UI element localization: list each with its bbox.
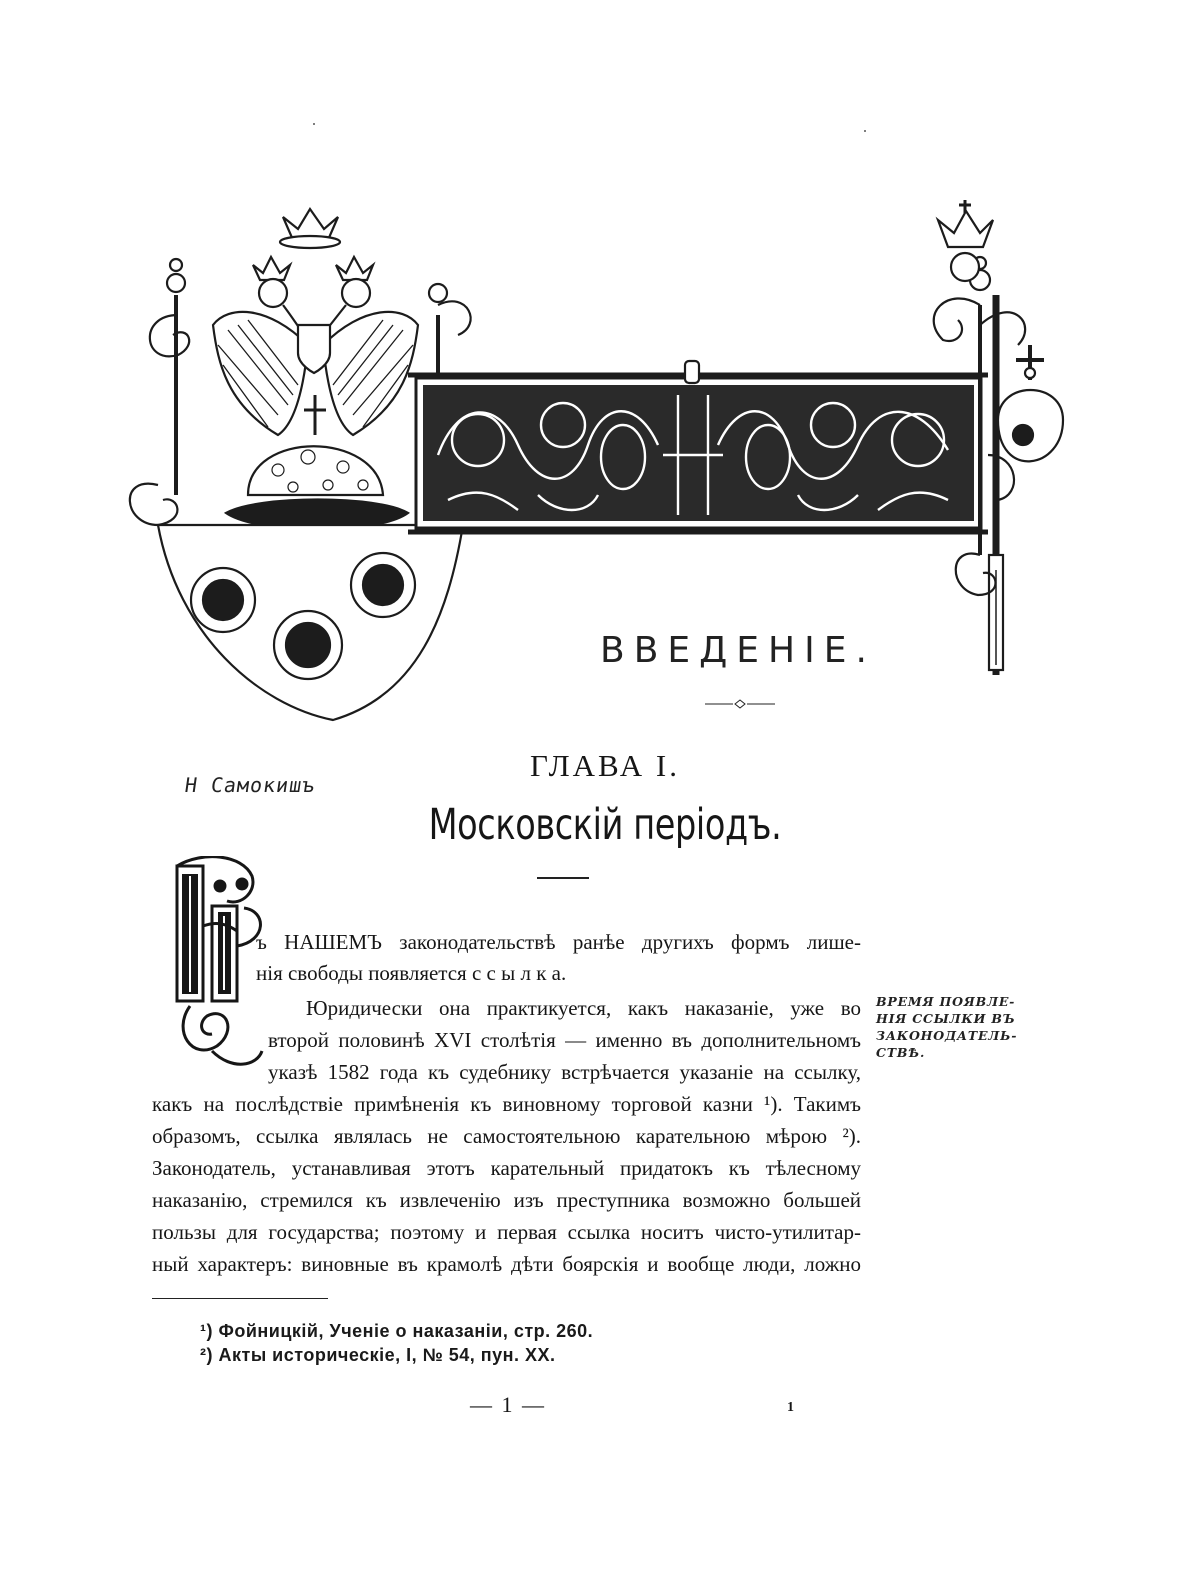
chapter-title: Московскій періодъ.	[428, 800, 782, 850]
text-line: указѣ 1582 года къ судебнику встрѣчается указаніе на ссылку,	[268, 1060, 861, 1084]
margin-note	[876, 993, 1026, 1061]
margin-note-line: НІЯ ССЫЛКИ ВЪ	[876, 1011, 1016, 1026]
text-line: ъ НАШЕМЪ законодательствѣ ранѣе другихъ формъ лише-	[256, 930, 861, 954]
signature-mark: 1	[787, 1400, 794, 1415]
text-line: Юридически она практикуется, какъ наказаніе, уже во	[306, 996, 861, 1020]
text-line: пользы для государства; поэтому и первая ссылка носитъ чисто-утилитар-	[152, 1220, 861, 1244]
footnote: ¹) Фойницкій, Ученіе о наказаніи, стр. 260.	[200, 1321, 594, 1341]
ornamental-headpiece	[118, 195, 1078, 735]
margin-note-line: ВРЕМЯ ПОЯВЛЕ-	[876, 994, 1016, 1009]
text-line: Законодатель, устанавливая этотъ карательный придатокъ къ тѣлесному	[152, 1156, 861, 1180]
text-line: второй половинѣ XVI столѣтія — именно въ дополнительномъ	[268, 1028, 861, 1052]
margin-note-line: ЗАКОНОДАТЕЛЬ-	[876, 1028, 1018, 1043]
artist-signature: Н Самокишъ	[183, 773, 318, 797]
text-line: ный характеръ: виновные въ крамолѣ дѣти боярскія и вообще люди, ложно	[152, 1252, 861, 1276]
stray-mark	[313, 123, 315, 125]
introduction-heading: ВВЕДЕНІЕ.	[600, 630, 876, 671]
text-line: нія свободы появляется с с ы л к а.	[256, 961, 567, 985]
chapter-number: ГЛАВА I.	[530, 748, 680, 783]
footnote: ²) Акты историческіе, I, № 54, пун. XX.	[200, 1345, 556, 1365]
margin-note-line: СТВѢ.	[876, 1045, 926, 1060]
text-line: какъ на послѣдствіе примѣненія къ виновному торговой казни ¹). Такимъ	[152, 1092, 861, 1116]
text-line: образомъ, ссылка являлась не самостоятельною карательною мѣрою ²).	[152, 1124, 861, 1148]
ornamental-rule-icon	[705, 697, 775, 711]
footnote-divider	[152, 1298, 328, 1299]
page-number: — 1 —	[470, 1392, 546, 1417]
text-line: наказанію, стремился къ извлеченію изъ преступника возможно большей	[152, 1188, 861, 1212]
chapter-divider	[537, 877, 589, 879]
stray-mark	[864, 130, 866, 132]
